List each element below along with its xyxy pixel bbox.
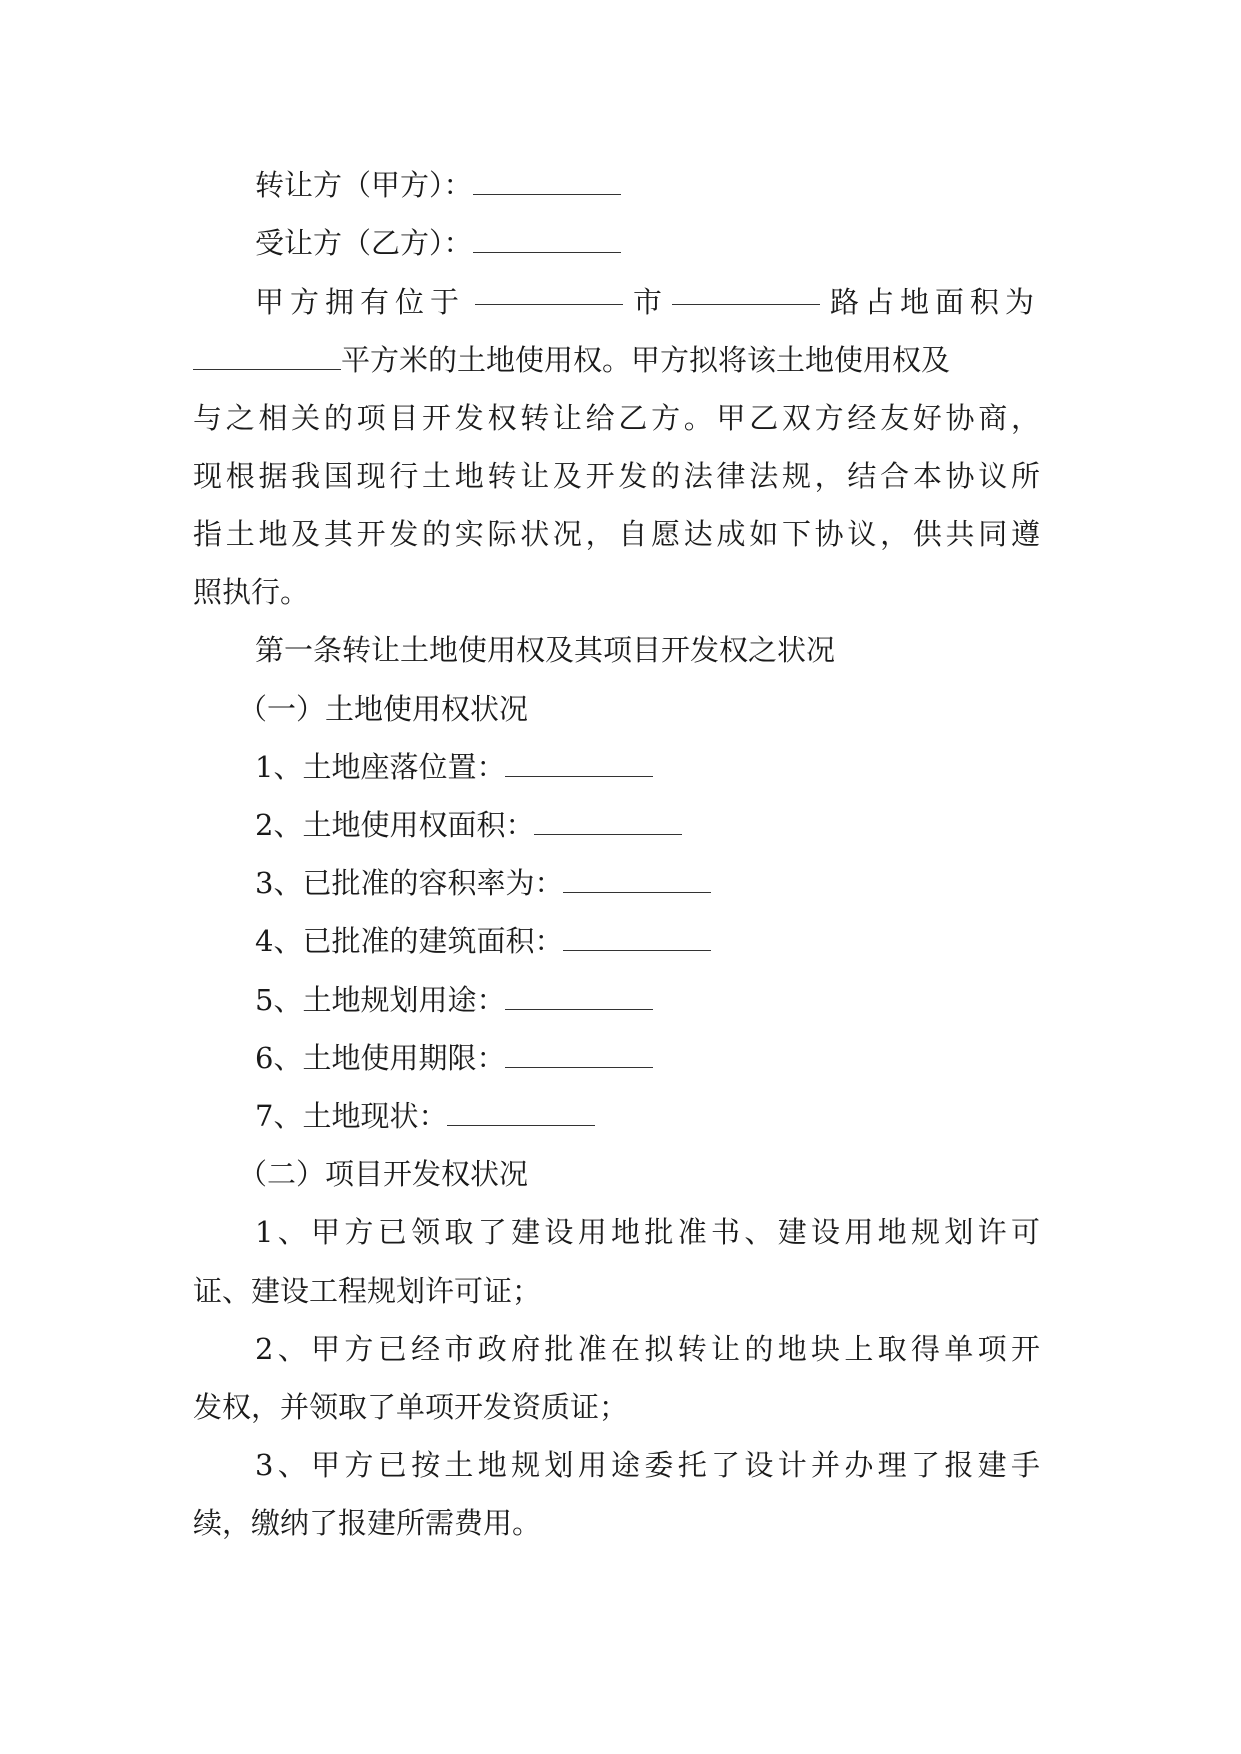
land-item-label: 2、土地使用权面积： xyxy=(255,808,535,842)
transferee-blank xyxy=(473,230,621,253)
transferor-label: 转让方（甲方）： xyxy=(255,168,473,202)
intro-line-3: 与之相关的项目开发权转让给乙方。甲乙双方经友好协商， xyxy=(193,401,1040,435)
land-item-blank xyxy=(534,812,682,835)
article-1-title: 第一条转让土地使用权及其项目开发权之状况 xyxy=(255,633,836,667)
land-item-label: 1、土地座落位置： xyxy=(255,750,506,784)
land-item-label: 5、土地规划用途： xyxy=(255,983,506,1017)
land-item-label: 6、土地使用期限： xyxy=(255,1041,506,1075)
transferor-blank xyxy=(473,172,621,195)
land-item-label: 3、已批准的容积率为： xyxy=(255,866,564,900)
intro-line-6: 照执行。 xyxy=(193,575,310,609)
dev-item-2-line-1: 2、甲方已经市政府批准在拟转让的地块上取得单项开 xyxy=(255,1332,1040,1366)
land-item xyxy=(255,980,653,1020)
dev-item-1-line-1: 1、甲方已领取了建设用地批准书、建设用地规划许可 xyxy=(255,1215,1040,1249)
section-1-title: （一）土地使用权状况 xyxy=(238,692,529,726)
land-item xyxy=(255,921,711,961)
dev-item-3-line-1: 3、甲方已按土地规划用途委托了设计并办理了报建手 xyxy=(255,1448,1040,1482)
transferor-line xyxy=(255,165,621,205)
land-item-blank xyxy=(505,1045,653,1068)
land-item xyxy=(255,1038,653,1078)
section-2-title: （二）项目开发权状况 xyxy=(238,1157,529,1191)
land-item xyxy=(255,1096,595,1136)
land-item xyxy=(255,747,653,787)
intro-line-5: 指土地及其开发的实际状况，自愿达成如下协议，供共同遵 xyxy=(193,517,1040,551)
intro-line-2 xyxy=(193,340,950,380)
transferee-line xyxy=(255,223,621,263)
intro-text-1a: 甲方拥有位于 xyxy=(255,285,466,319)
intro-line-1 xyxy=(255,282,1040,322)
area-blank xyxy=(193,347,341,370)
land-item-blank xyxy=(447,1103,595,1126)
land-item-label: 4、已批准的建筑面积： xyxy=(255,924,564,958)
transferee-label: 受让方（乙方）： xyxy=(255,226,473,260)
land-item-blank xyxy=(563,870,711,893)
land-item-label: 7、土地现状： xyxy=(255,1099,448,1133)
land-item-blank xyxy=(505,987,653,1010)
intro-text-2: 平方米的土地使用权。甲方拟将该土地使用权及 xyxy=(341,343,951,377)
land-item-blank xyxy=(505,754,653,777)
intro-text-1b: 市 xyxy=(632,285,662,319)
city-blank xyxy=(475,282,623,305)
land-item xyxy=(255,805,682,845)
intro-text-1c: 路占地面积为 xyxy=(829,285,1040,319)
dev-item-1-line-2: 证、建设工程规划许可证； xyxy=(193,1274,542,1308)
land-item-blank xyxy=(563,928,711,951)
intro-line-4: 现根据我国现行土地转让及开发的法律法规，结合本协议所 xyxy=(193,459,1040,493)
dev-item-3-line-2: 续，缴纳了报建所需费用。 xyxy=(193,1506,542,1540)
land-item xyxy=(255,863,711,903)
dev-item-2-line-2: 发权，并领取了单项开发资质证； xyxy=(193,1390,629,1424)
road-blank xyxy=(672,282,820,305)
